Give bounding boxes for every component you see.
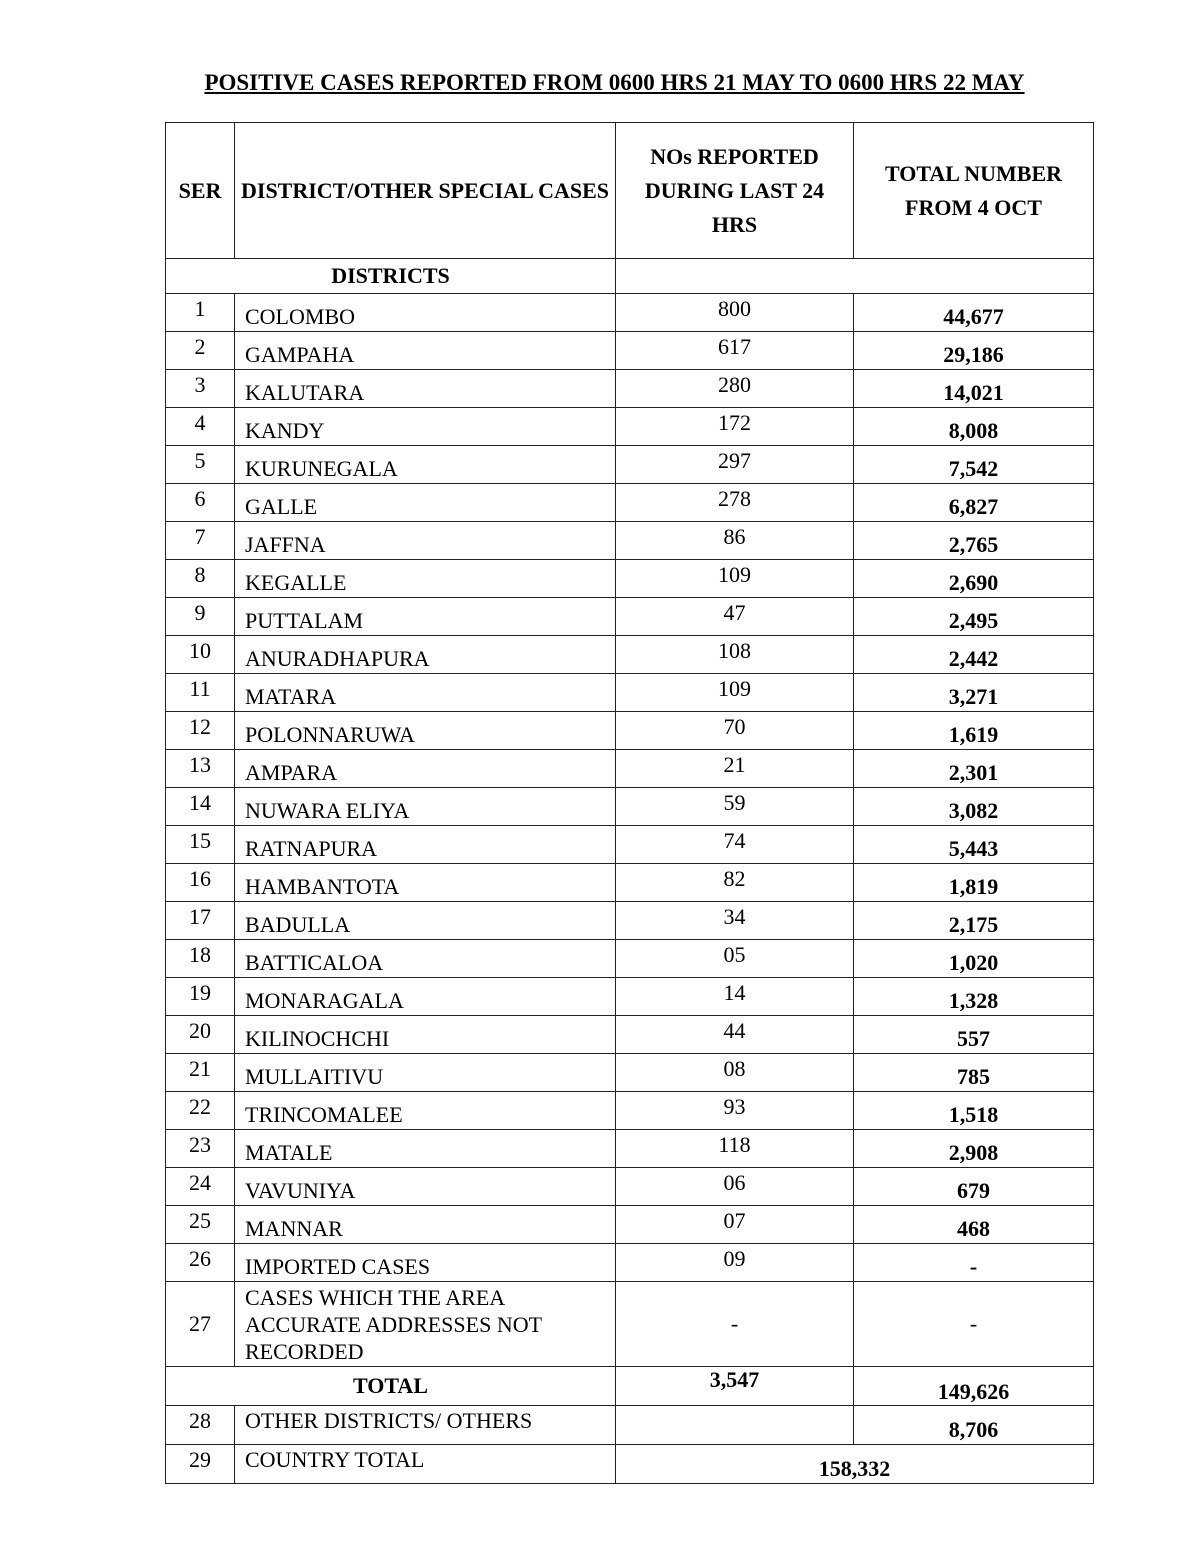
row-name: MONARAGALA: [235, 978, 616, 1016]
row-total: 1,819: [854, 864, 1094, 902]
row-total: 468: [854, 1206, 1094, 1244]
row-last24: 617: [616, 332, 854, 370]
row-last24: 34: [616, 902, 854, 940]
row-ser: 26: [166, 1244, 235, 1282]
total-row: [166, 1367, 1094, 1406]
row-name: BADULLA: [235, 902, 616, 940]
row-last24: 59: [616, 788, 854, 826]
row-ser: 18: [166, 940, 235, 978]
row-name: POLONNARUWA: [235, 712, 616, 750]
table-row: [166, 1054, 1094, 1092]
row-last24: 93: [616, 1092, 854, 1130]
row-last24: 09: [616, 1244, 854, 1282]
row-total: 29,186: [854, 332, 1094, 370]
row-ser: 19: [166, 978, 235, 1016]
table-row: [166, 1168, 1094, 1206]
row-total: 1,020: [854, 940, 1094, 978]
row-name: KANDY: [235, 408, 616, 446]
row-name: OTHER DISTRICTS/ OTHERS: [235, 1406, 616, 1445]
row-name: NUWARA ELIYA: [235, 788, 616, 826]
row-name: COLOMBO: [235, 294, 616, 332]
header-ser: SER: [166, 123, 235, 259]
row-ser: 28: [166, 1406, 235, 1445]
row-ser: 7: [166, 522, 235, 560]
row-total: 6,827: [854, 484, 1094, 522]
row-ser: 12: [166, 712, 235, 750]
row-last24: 108: [616, 636, 854, 674]
table-row: [166, 788, 1094, 826]
row-ser: 4: [166, 408, 235, 446]
table-row: [166, 484, 1094, 522]
row-name: ANURADHAPURA: [235, 636, 616, 674]
row-name: HAMBANTOTA: [235, 864, 616, 902]
section-row: [166, 259, 1094, 294]
header-last24: NOs REPORTED DURING LAST 24 HRS: [616, 123, 854, 259]
row-last24: -: [616, 1282, 854, 1367]
row-total: 3,271: [854, 674, 1094, 712]
total-label: TOTAL: [166, 1367, 616, 1406]
row-name: JAFFNA: [235, 522, 616, 560]
table-row: [166, 370, 1094, 408]
row-total: 2,175: [854, 902, 1094, 940]
table-row: [166, 1130, 1094, 1168]
row-total: 2,495: [854, 598, 1094, 636]
row-name: KILINOCHCHI: [235, 1016, 616, 1054]
row-ser: 24: [166, 1168, 235, 1206]
row-total: 1,328: [854, 978, 1094, 1016]
row-total: 785: [854, 1054, 1094, 1092]
row-total: 2,908: [854, 1130, 1094, 1168]
table-row: [166, 522, 1094, 560]
row-total: 8,008: [854, 408, 1094, 446]
row-ser: 8: [166, 560, 235, 598]
row-last24: 118: [616, 1130, 854, 1168]
row-ser: 29: [166, 1445, 235, 1484]
row-ser: 23: [166, 1130, 235, 1168]
table-row: [166, 1092, 1094, 1130]
row-name: PUTTALAM: [235, 598, 616, 636]
row-total: 2,301: [854, 750, 1094, 788]
row-name: GAMPAHA: [235, 332, 616, 370]
total-last24: 3,547: [616, 1367, 854, 1406]
row-last24: 82: [616, 864, 854, 902]
row-ser: 3: [166, 370, 235, 408]
table-row: [166, 332, 1094, 370]
row-ser: 20: [166, 1016, 235, 1054]
row-name: VAVUNIYA: [235, 1168, 616, 1206]
table-row: [166, 636, 1094, 674]
row-ser: 22: [166, 1092, 235, 1130]
row-name: TRINCOMALEE: [235, 1092, 616, 1130]
table-row: [166, 826, 1094, 864]
row-ser: 25: [166, 1206, 235, 1244]
table-row: [166, 902, 1094, 940]
row-name: COUNTRY TOTAL: [235, 1445, 616, 1484]
row-total: 158,332: [616, 1445, 1094, 1484]
header-district: DISTRICT/OTHER SPECIAL CASES: [235, 123, 616, 259]
row-ser: 2: [166, 332, 235, 370]
table-row: [166, 978, 1094, 1016]
total-total: 149,626: [854, 1367, 1094, 1406]
table-body: [166, 259, 1094, 1484]
row-name: KURUNEGALA: [235, 446, 616, 484]
row-ser: 1: [166, 294, 235, 332]
row-last24: 14: [616, 978, 854, 1016]
table-row: [166, 1406, 1094, 1445]
row-last24: 86: [616, 522, 854, 560]
row-last24: 109: [616, 560, 854, 598]
table-row: [166, 598, 1094, 636]
row-total: 1,619: [854, 712, 1094, 750]
row-last24: 06: [616, 1168, 854, 1206]
row-ser: 6: [166, 484, 235, 522]
row-ser: 9: [166, 598, 235, 636]
row-total: 2,765: [854, 522, 1094, 560]
row-name: MANNAR: [235, 1206, 616, 1244]
table-row: [166, 1244, 1094, 1282]
row-total: 44,677: [854, 294, 1094, 332]
row-last24: 800: [616, 294, 854, 332]
row-last24: 21: [616, 750, 854, 788]
table-row: [166, 1282, 1094, 1367]
header-row: [166, 123, 1094, 259]
row-ser: 11: [166, 674, 235, 712]
row-last24: 70: [616, 712, 854, 750]
row-ser: 17: [166, 902, 235, 940]
row-last24: 08: [616, 1054, 854, 1092]
table-row: [166, 674, 1094, 712]
section-empty: [616, 259, 1094, 294]
header-total: TOTAL NUMBER FROM 4 OCT: [854, 123, 1094, 259]
row-ser: 13: [166, 750, 235, 788]
row-name: RATNAPURA: [235, 826, 616, 864]
row-ser: 15: [166, 826, 235, 864]
row-total: 557: [854, 1016, 1094, 1054]
row-total: 14,021: [854, 370, 1094, 408]
table-row: [166, 1206, 1094, 1244]
row-name: MATARA: [235, 674, 616, 712]
row-name: GALLE: [235, 484, 616, 522]
row-total: -: [854, 1282, 1094, 1367]
row-total: 7,542: [854, 446, 1094, 484]
row-last24: 172: [616, 408, 854, 446]
row-last24: 297: [616, 446, 854, 484]
row-last24: 109: [616, 674, 854, 712]
row-total: 3,082: [854, 788, 1094, 826]
row-name: KALUTARA: [235, 370, 616, 408]
row-name: MULLAITIVU: [235, 1054, 616, 1092]
row-name: AMPARA: [235, 750, 616, 788]
row-last24: 74: [616, 826, 854, 864]
table-row: [166, 864, 1094, 902]
row-ser: 21: [166, 1054, 235, 1092]
row-name: BATTICALOA: [235, 940, 616, 978]
document-title: POSITIVE CASES REPORTED FROM 0600 HRS 21 MAY TO 0600 HRS 22 MAY: [204, 70, 1025, 95]
row-total: 679: [854, 1168, 1094, 1206]
table-row: [166, 560, 1094, 598]
table-row: [166, 712, 1094, 750]
table-row: [166, 294, 1094, 332]
row-name: CASES WHICH THE AREA ACCURATE ADDRESSES NOT RECORDED: [235, 1282, 616, 1367]
table-row: [166, 1445, 1094, 1484]
row-last24: 280: [616, 370, 854, 408]
row-ser: 16: [166, 864, 235, 902]
row-total: 8,706: [854, 1406, 1094, 1445]
row-last24: 07: [616, 1206, 854, 1244]
row-total: 5,443: [854, 826, 1094, 864]
row-ser: 27: [166, 1282, 235, 1367]
row-last24: 278: [616, 484, 854, 522]
row-ser: 14: [166, 788, 235, 826]
section-label: DISTRICTS: [166, 259, 616, 294]
row-last24: 44: [616, 1016, 854, 1054]
table-row: [166, 408, 1094, 446]
row-total: 1,518: [854, 1092, 1094, 1130]
table-row: [166, 446, 1094, 484]
row-last24: [616, 1406, 854, 1445]
row-ser: 5: [166, 446, 235, 484]
row-name: IMPORTED CASES: [235, 1244, 616, 1282]
row-total: -: [854, 1244, 1094, 1282]
row-ser: 10: [166, 636, 235, 674]
table-row: [166, 1016, 1094, 1054]
table-row: [166, 750, 1094, 788]
row-last24: 47: [616, 598, 854, 636]
row-name: KEGALLE: [235, 560, 616, 598]
table-row: [166, 940, 1094, 978]
row-last24: 05: [616, 940, 854, 978]
row-total: 2,690: [854, 560, 1094, 598]
row-name: MATALE: [235, 1130, 616, 1168]
row-total: 2,442: [854, 636, 1094, 674]
cases-table: [165, 122, 1094, 1484]
